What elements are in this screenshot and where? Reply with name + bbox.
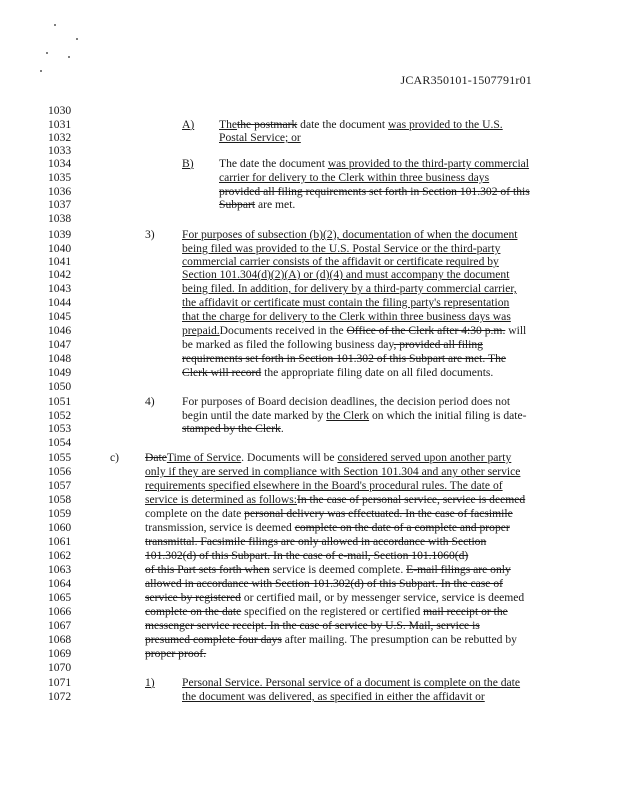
deleted-text: the postmark <box>237 118 298 131</box>
deleted-text: mail receipt or the <box>423 605 508 618</box>
body-text: begin until the date marked by <box>182 409 327 422</box>
line-number: 1067 <box>48 619 72 632</box>
body-text: are met. <box>255 198 296 211</box>
line-number: 1056 <box>48 465 72 478</box>
line-number: 1044 <box>48 296 72 309</box>
body-text: . <box>280 422 284 435</box>
line-number: 1068 <box>48 633 72 646</box>
line-number: 1041 <box>48 255 72 268</box>
inserted-text: prepaid. <box>182 324 220 337</box>
inserted-text: commercial carrier consists of the affidavit or certificate required by <box>182 255 499 268</box>
line-number: 1062 <box>48 549 72 562</box>
line-number: 1033 <box>48 144 72 157</box>
line-number: 1045 <box>48 310 72 323</box>
deleted-text: transmittal. Facsimile filings are only allowed in accordance with Section <box>145 535 487 548</box>
inserted-text: being filed. In addition, for delivery by a third-party commercial carrier, <box>182 282 517 295</box>
line-number: 1072 <box>48 690 72 703</box>
line-number: 1052 <box>48 409 72 422</box>
deleted-text: personal delivery was effectuated. In the case of facsimile <box>244 507 513 520</box>
line-number: 1060 <box>48 521 72 534</box>
inserted-text: the affidavit or certificate must contain the filing party's representation <box>182 296 510 309</box>
deleted-text: In the case of personal service, service is deemed <box>296 493 526 506</box>
body-text: will <box>505 324 527 337</box>
body-text: the appropriate filing date on all filed documents. <box>261 366 494 379</box>
deleted-text: presumed complete four days <box>145 633 282 646</box>
deleted-text: , provided all filing <box>393 338 483 351</box>
inserted-text: Time of Service <box>166 451 242 464</box>
body-text: complete on the date <box>145 507 245 520</box>
line-number: 1049 <box>48 366 72 379</box>
inserted-text: being filed was provided to the U.S. Postal Service or the third-party <box>182 242 501 255</box>
line-number: 1063 <box>48 563 72 576</box>
inserted-text: was provided to the third-party commercial <box>327 157 530 170</box>
deleted-text: allowed in accordance with Section 101.302(d) of this Subpart. In the case of <box>145 577 504 590</box>
line-number: 1039 <box>48 228 72 241</box>
line-number: 1048 <box>48 352 72 365</box>
body-text: Documents received in the <box>219 324 347 337</box>
line-number: 1059 <box>48 507 72 520</box>
deleted-text: service by registered <box>145 591 241 604</box>
line-number: 1040 <box>48 242 72 255</box>
line-number: 1043 <box>48 282 72 295</box>
line-number: 1058 <box>48 493 72 506</box>
line-number: 1038 <box>48 212 72 225</box>
line-number: 1064 <box>48 577 72 590</box>
inserted-text: considered served upon another party <box>337 451 512 464</box>
line-number: 1054 <box>48 436 72 449</box>
body-text: on which the initial filing is date- <box>369 409 527 422</box>
body-text: The date the document <box>219 157 328 170</box>
line-number: 1066 <box>48 605 72 618</box>
line-number: 1057 <box>48 479 72 492</box>
line-number: 1030 <box>48 104 72 117</box>
body-text: or certified mail, or by messenger service, service is deemed <box>240 591 525 604</box>
marker-B: B) <box>182 157 194 170</box>
deleted-text: set forth in Section 101.302 of this <box>366 185 530 198</box>
deleted-text: E-mail filings are only <box>406 563 511 576</box>
inserted-text: service is determined as follows: <box>145 493 297 506</box>
body-text: transmission, service is deemed <box>145 521 295 534</box>
line-number: 1070 <box>48 661 72 674</box>
line-number: 1055 <box>48 451 72 464</box>
deleted-text: Clerk will record <box>182 366 262 379</box>
line-number: 1035 <box>48 171 72 184</box>
inserted-text: Section 101.304(d)(2)(A) or (d)(4) and must accompany the document <box>182 268 510 281</box>
inserted-text: only if they are served in compliance with Section 101.304 and any other service <box>145 465 521 478</box>
marker-A: A) <box>182 118 195 131</box>
line-number: 1034 <box>48 157 72 170</box>
deleted-text: 101.302(d) of this Subpart. In the case of e-mail, Section 101.1060(d) <box>145 549 469 562</box>
deleted-text: of this Part sets forth when <box>145 563 270 576</box>
deleted-text: proper proof. <box>145 647 207 660</box>
line-number: 1071 <box>48 676 72 689</box>
inserted-text: that the charge for delivery to the Clerk within three business days was <box>182 310 511 323</box>
line-number: 1069 <box>48 647 72 660</box>
marker-4: 4) <box>145 395 155 408</box>
deleted-text: messenger service receipt. In the case of service by U.S. Mail, service is <box>145 619 480 632</box>
inserted-text: The <box>219 118 238 131</box>
line-number: 1050 <box>48 380 72 393</box>
line-number: 1042 <box>48 268 72 281</box>
deleted-text: Date <box>145 451 167 464</box>
line-number: 1036 <box>48 185 72 198</box>
inserted-text: carrier for delivery to the Clerk within three business days <box>219 171 490 184</box>
body-text: date the document <box>297 118 389 131</box>
marker-3: 3) <box>145 228 155 241</box>
deleted-text: complete on the date of a complete and proper <box>294 521 510 534</box>
inserted-text: the document was delivered, as specified in either the affidavit or <box>182 690 485 703</box>
line-number: 1061 <box>48 535 72 548</box>
body-text: . Documents will be <box>241 451 338 464</box>
line-number: 1037 <box>48 198 72 211</box>
inserted-text: the Clerk <box>326 409 370 422</box>
body-text: For purposes of Board decision deadlines, the decision period does not <box>182 395 511 408</box>
deleted-text: Subpart <box>219 198 256 211</box>
inserted-text: Postal Service; or <box>219 131 301 144</box>
deleted-text: complete on the date <box>145 605 242 618</box>
line-number: 1046 <box>48 324 72 337</box>
line-number: 1047 <box>48 338 72 351</box>
line-number: 1032 <box>48 131 72 144</box>
deleted-text: stamped by the Clerk <box>182 422 281 435</box>
inserted-text: Personal Service. Personal service of a document is complete on the date <box>182 676 521 689</box>
deleted-text: provided all filing requirements <box>219 185 367 198</box>
body-text: after mailing. The presumption can be rebutted by <box>281 633 517 646</box>
line-number: 1053 <box>48 422 72 435</box>
scan-specks <box>40 18 100 88</box>
marker-c: c) <box>110 451 120 464</box>
body-text: be marked as filed the following business day <box>182 338 394 351</box>
body-text: specified on the registered or certified <box>241 605 424 618</box>
inserted-text: For purposes of subsection (b)(2), documentation of when the document <box>182 228 518 241</box>
document-id-header: JCAR350101-1507791r01 <box>400 73 532 87</box>
line-number: 1031 <box>48 118 72 131</box>
marker-1: 1) <box>145 676 155 689</box>
deleted-text: requirements set forth in Section 101.302 of this Subpart are met. The <box>182 352 507 365</box>
line-number: 1065 <box>48 591 72 604</box>
inserted-text: requirements specified elsewhere in the Board's procedural rules. The date of <box>145 479 503 492</box>
line-number: 1051 <box>48 395 72 408</box>
body-text: service is deemed complete. <box>269 563 407 576</box>
deleted-text: Office of the Clerk after 4:30 p.m. <box>346 324 506 337</box>
inserted-text: was provided to the U.S. <box>388 118 503 131</box>
